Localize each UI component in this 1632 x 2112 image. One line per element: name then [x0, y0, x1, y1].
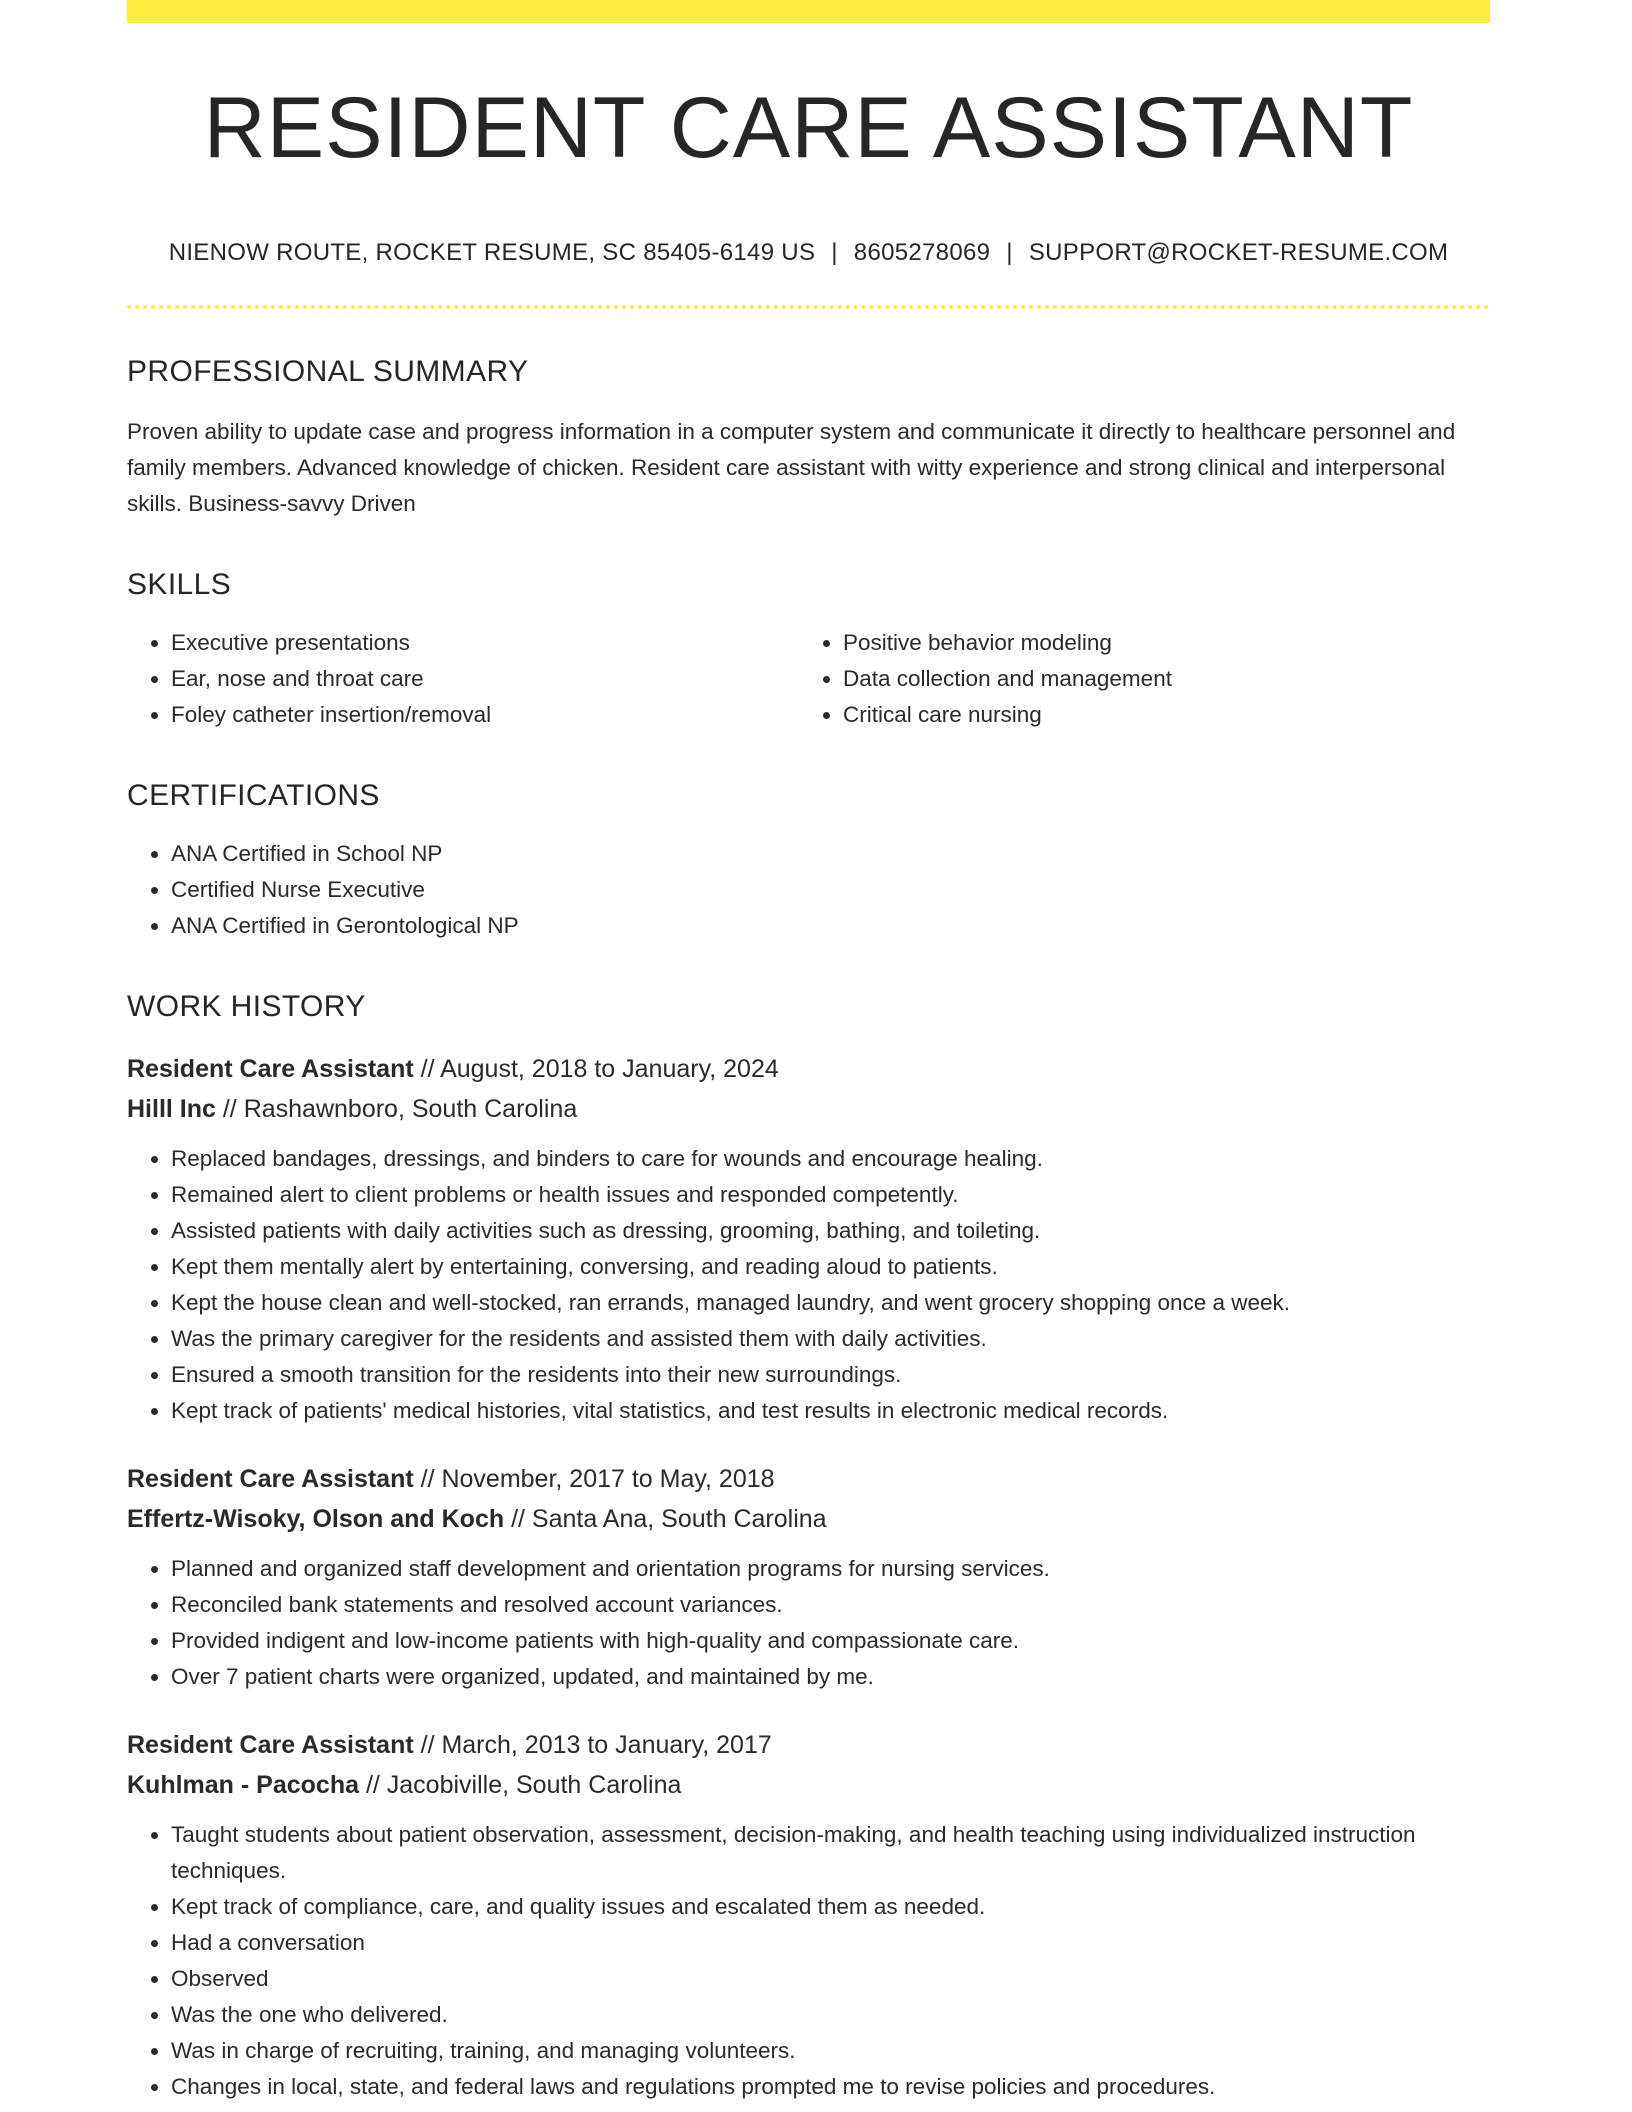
dotted-divider — [127, 305, 1490, 309]
duty-item: • Was the primary caregiver for the residents and assisted them with daily activities. — [171, 1321, 1490, 1357]
job-company-line — [127, 1765, 1490, 1805]
skills-column-right — [799, 625, 1471, 733]
certifications-list — [127, 836, 1490, 944]
separator: | — [1006, 239, 1013, 266]
certifications-heading: CERTIFICATIONS — [127, 779, 380, 812]
phone: 8605278069 — [853, 239, 991, 266]
duty-item: • Kept track of compliance, care, and quality issues and escalated them as needed. — [171, 1889, 1490, 1925]
separator: | — [831, 239, 838, 266]
job-location: // Jacobiville, South Carolina — [359, 1771, 682, 1799]
skills-column-left — [127, 625, 799, 733]
job-title: Resident Care Assistant — [127, 1731, 414, 1759]
job-title-line — [127, 1049, 1490, 1089]
email: SUPPORT@ROCKET-RESUME.COM — [1028, 239, 1449, 266]
duty-item: • Over 7 patient charts were organized, updated, and maintained by me. — [171, 1659, 1490, 1695]
accent-bar — [127, 0, 1490, 23]
resume-page — [127, 0, 1490, 2105]
job-dates: // August, 2018 to January, 2024 — [413, 1055, 779, 1083]
duty-item: • Had a conversation — [171, 1925, 1490, 1961]
contact-line — [127, 239, 1490, 267]
job-entry — [127, 1725, 1490, 2105]
job-entry — [127, 1049, 1490, 1429]
skill-item: • Critical care nursing — [843, 697, 1471, 733]
skills-list — [127, 625, 1490, 733]
skill-item: • Ear, nose and throat care — [171, 661, 799, 697]
duty-item: • Kept track of patients' medical histories, vital statistics, and test results in electronic medical records. — [171, 1393, 1490, 1429]
job-entry — [127, 1459, 1490, 1695]
duty-item: • Changes in local, state, and federal laws and regulations prompted me to revise policies and procedures. — [171, 2069, 1490, 2105]
duty-item: • Taught students about patient observation, assessment, decision-making, and health teaching using individualized instruction techniques. — [171, 1817, 1490, 1889]
duty-item: • Kept the house clean and well-stocked, ran errands, managed laundry, and went grocery shopping once a week. — [171, 1285, 1490, 1321]
job-title-line — [127, 1459, 1490, 1499]
certification-item: • ANA Certified in Gerontological NP — [171, 908, 1490, 944]
job-duties — [127, 1551, 1490, 1695]
company-name: Kuhlman - Pacocha — [127, 1771, 359, 1799]
company-name: Hilll Inc — [127, 1095, 216, 1123]
certification-item: • Certified Nurse Executive — [171, 872, 1490, 908]
duty-item: • Remained alert to client problems or health issues and responded competently. — [171, 1177, 1490, 1213]
job-company-line — [127, 1499, 1490, 1539]
duty-item: • Was the one who delivered. — [171, 1997, 1490, 2033]
skill-item: • Data collection and management — [843, 661, 1471, 697]
skill-item: • Executive presentations — [171, 625, 799, 661]
duty-item: • Reconciled bank statements and resolved account variances. — [171, 1587, 1490, 1623]
job-title-line — [127, 1725, 1490, 1765]
duty-item: • Observed — [171, 1961, 1490, 1997]
job-duties — [127, 1817, 1490, 2105]
duty-item: • Planned and organized staff development and orientation programs for nursing services. — [171, 1551, 1490, 1587]
job-dates: // March, 2013 to January, 2017 — [413, 1731, 772, 1759]
duty-item: • Provided indigent and low-income patients with high-quality and compassionate care. — [171, 1623, 1490, 1659]
duty-item: • Replaced bandages, dressings, and binders to care for wounds and encourage healing. — [171, 1141, 1490, 1177]
candidate-name: RESIDENT CARE ASSISTANT — [203, 80, 1414, 176]
job-duties — [127, 1141, 1490, 1429]
skills-heading: SKILLS — [127, 568, 232, 601]
company-name: Effertz-Wisoky, Olson and Koch — [127, 1505, 505, 1533]
job-location: // Rashawnboro, South Carolina — [215, 1095, 578, 1123]
duty-item: • Assisted patients with daily activities such as dressing, grooming, bathing, and toileting. — [171, 1213, 1490, 1249]
job-location: // Santa Ana, South Carolina — [504, 1505, 827, 1533]
job-dates: // November, 2017 to May, 2018 — [413, 1465, 775, 1493]
duty-item: • Was in charge of recruiting, training, and managing volunteers. — [171, 2033, 1490, 2069]
duty-item: • Kept them mentally alert by entertaining, conversing, and reading aloud to patients. — [171, 1249, 1490, 1285]
job-title: Resident Care Assistant — [127, 1055, 414, 1083]
address: NIENOW ROUTE, ROCKET RESUME, SC 85405-6149 US — [168, 239, 816, 266]
skill-item: • Positive behavior modeling — [843, 625, 1471, 661]
skill-item: • Foley catheter insertion/removal — [171, 697, 799, 733]
duty-item: • Ensured a smooth transition for the residents into their new surroundings. — [171, 1357, 1490, 1393]
job-title: Resident Care Assistant — [127, 1465, 414, 1493]
work-history-heading: WORK HISTORY — [127, 990, 366, 1023]
job-company-line — [127, 1089, 1490, 1129]
certification-item: • ANA Certified in School NP — [171, 836, 1490, 872]
summary-text: Proven ability to update case and progress information in a computer system and communicate it directly to healthcare personnel and family members. Advanced knowledge of chicken. Resident care assistant with witty experience and strong clinical and interpersonal skills. Business-savvy Driven — [127, 419, 1456, 516]
summary-heading: PROFESSIONAL SUMMARY — [127, 355, 529, 388]
